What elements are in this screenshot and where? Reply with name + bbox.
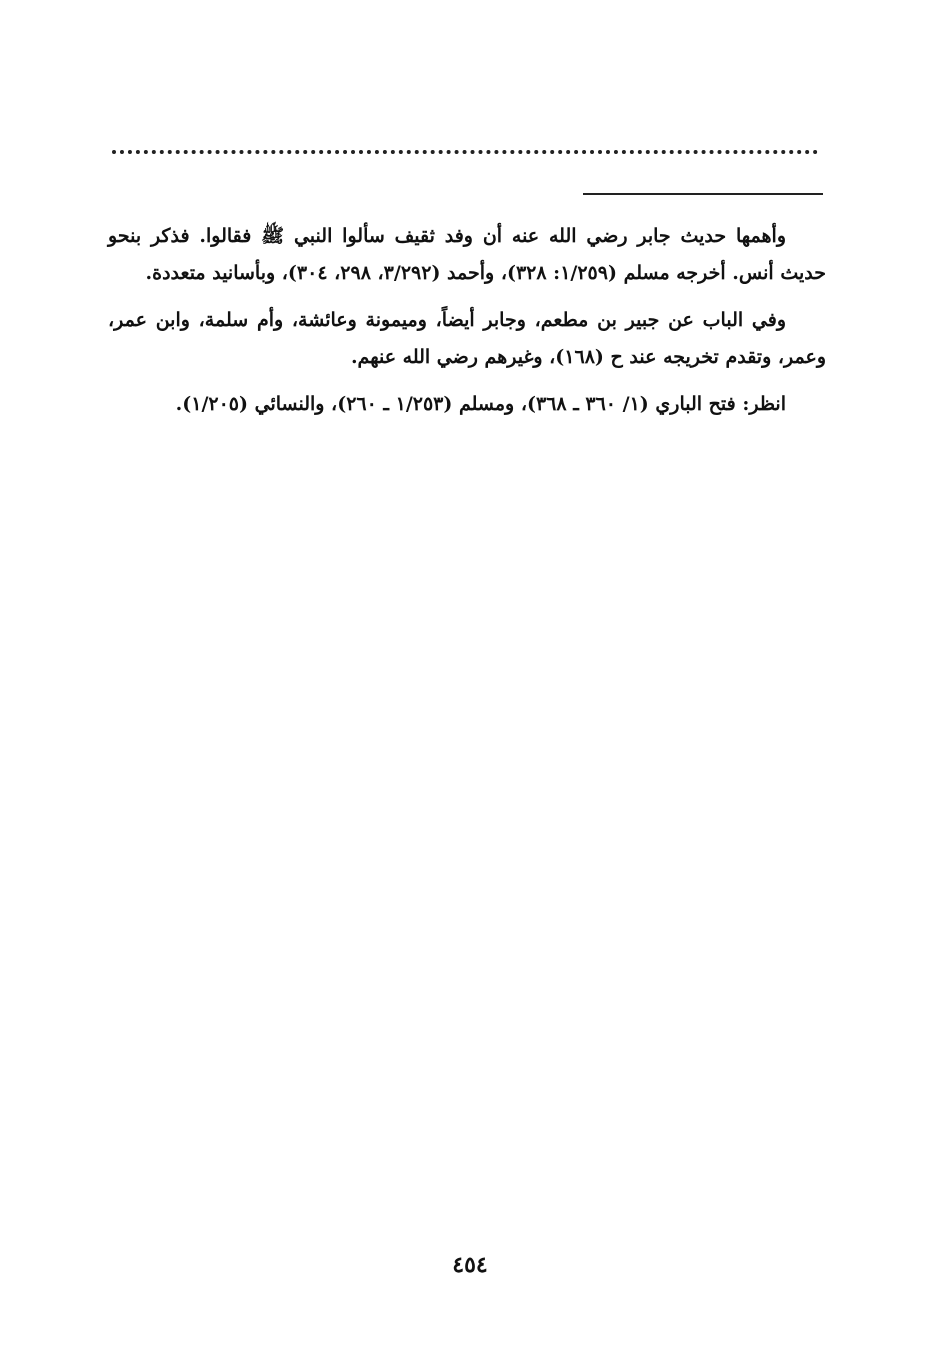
footnote-paragraph-1: وأهمها حديث جابر رضي الله عنه أن وفد ثقيف سألوا النبي ﷺ فقالوا. فذكر بنحو حديث أنس. أخرجه مسلم (١/٢٥٩: ٣٢٨)، وأحمد (٣/٢٩٢، ٢٩٨، ٣٠٤)، وبأسانيد متعددة. bbox=[108, 225, 826, 284]
dotted-separator bbox=[112, 150, 818, 154]
footnote-paragraph-3: انظر: فتح الباري (١/ ٣٦٠ ـ ٣٦٨)، ومسلم (١/٢٥٣ ـ ٢٦٠)، والنسائي (١/٢٠٥). bbox=[175, 393, 786, 415]
page-number: ٤٥٤ bbox=[452, 1252, 488, 1278]
footnotes-section bbox=[108, 218, 826, 423]
footnote-paragraph-2: وفي الباب عن جبير بن مطعم، وجابر أيضاً، وميمونة وعائشة، وأم سلمة، وابن عمر، وعمر، وتقدم تخريجه عند ح (١٦٨)، وغيرهم رضي الله عنهم. bbox=[108, 309, 826, 368]
footnote-separator-line bbox=[583, 193, 823, 195]
